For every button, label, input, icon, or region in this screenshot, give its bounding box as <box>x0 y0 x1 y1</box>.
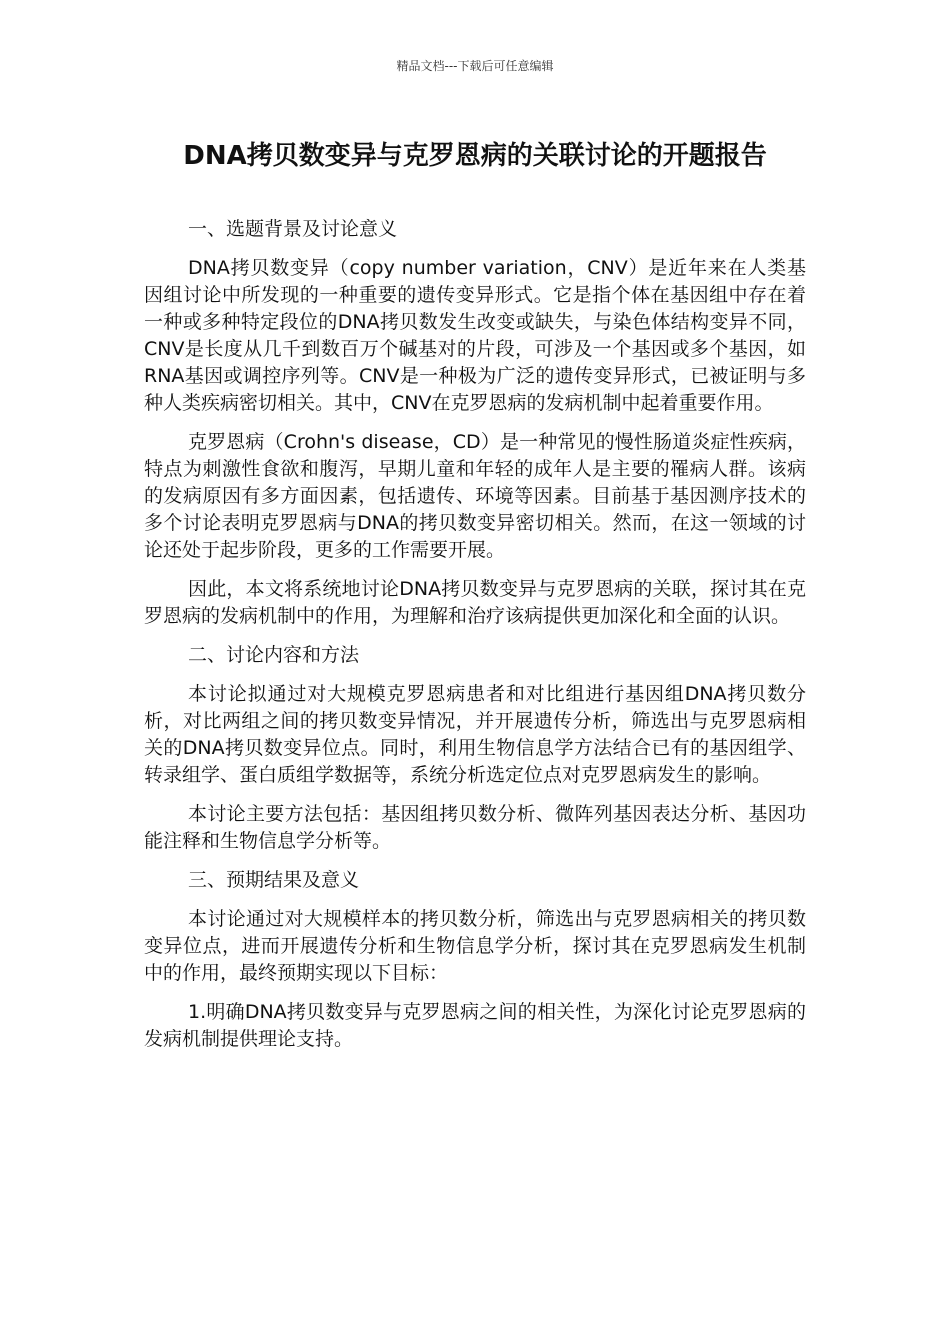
paragraph-main-methods: 本讨论主要方法包括：基因组拷贝数分析、微阵列基因表达分析、基因功能注释和生物信息学分析等。 <box>144 803 806 852</box>
paragraph-cnv-definition: DNA拷贝数变异（copy number variation，CNV）是近年来在人类基因组讨论中所发现的一种重要的遗传变异形式。它是指个体在基因组中存在着一种或多种特定段位的DNA拷贝数发生改变或缺失，与染色体结构变异不同，CNV是长度从几千到数百万个碱基对的片段，可涉及一个基因或多个基因，如RNA基因或调控序列等。CNV是一种极为广泛的遗传变异形式，已被证明与多种人类疾病密切相关。其中，CNV在克罗恩病的发病机制中起着重要作用。 <box>144 257 806 414</box>
paragraph-research-content: 本讨论拟通过对大规模克罗恩病患者和对比组进行基因组DNA拷贝数分析，对比两组之间的拷贝数变异情况，并开展遗传分析，筛选出与克罗恩病相关的DNA拷贝数变异位点。同时，利用生物信息学方法结合已有的基因组学、转录组学、蛋白质组学数据等，系统分析选定位点对克罗恩病发生的影响。 <box>144 683 806 786</box>
paragraph-crohns-disease: 克罗恩病（Crohn's disease，CD）是一种常见的慢性肠道炎症性疾病，特点为刺激性食欲和腹泻，早期儿童和年轻的成年人是主要的罹病人群。该病的发病原因有多方面因素，包括遗传、环境等因素。目前基于基因测序技术的多个讨论表明克罗恩病与DNA的拷贝数变异密切相关。然而，在这一领域的讨论还处于起步阶段，更多的工作需要开展。 <box>144 431 806 561</box>
section-heading-methods: 二、讨论内容和方法 <box>188 644 360 666</box>
section-heading-background: 一、选题背景及讨论意义 <box>188 218 398 240</box>
section-heading-expected-results: 三、预期结果及意义 <box>188 869 360 891</box>
document-body <box>144 216 806 1065</box>
paragraph-expected-goals: 本讨论通过对大规模样本的拷贝数分析，筛选出与克罗恩病相关的拷贝数变异位点，进而开展遗传分析和生物信息学分析，探讨其在克罗恩病发生机制中的作用，最终预期实现以下目标： <box>144 908 806 984</box>
page-header: 精品文档---下载后可任意编辑 <box>396 59 554 73</box>
paragraph-study-purpose: 因此，本文将系统地讨论DNA拷贝数变异与克罗恩病的关联，探讨其在克罗恩病的发病机制中的作用，为理解和治疗该病提供更加深化和全面的认识。 <box>144 578 806 627</box>
document-title: DNA拷贝数变异与克罗恩病的关联讨论的开题报告 <box>183 141 767 171</box>
paragraph-goal-1: 1.明确DNA拷贝数变异与克罗恩病之间的相关性，为深化讨论克罗恩病的发病机制提供理论支持。 <box>144 1001 806 1050</box>
